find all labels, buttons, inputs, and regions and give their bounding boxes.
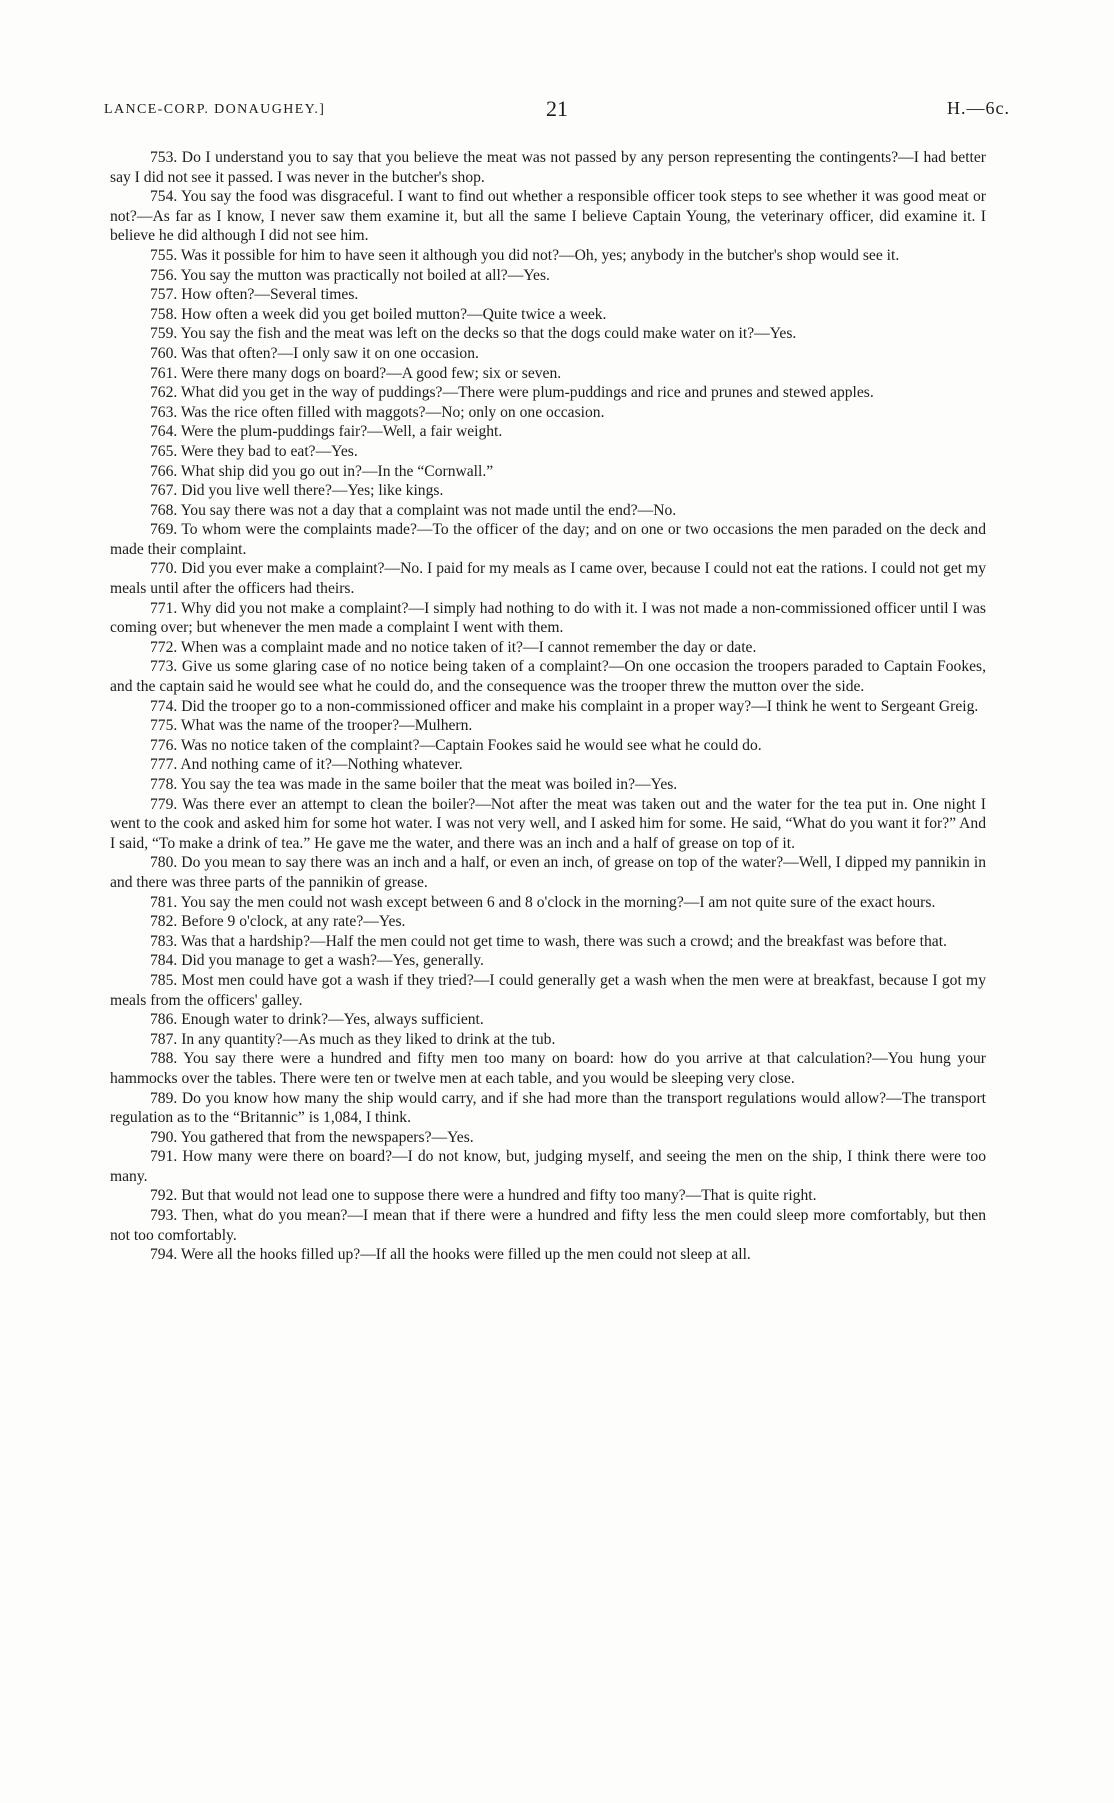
question-756: 756. You say the mutton was practically not boiled at all?—Yes. [150, 266, 550, 284]
question-762: 762. What did you get in the way of puddings?—There were plum-puddings and rice and prunes and stewed apples. [150, 384, 874, 402]
question-776: 776. Was no notice taken of the complaint?—Captain Fookes said he would see what he could do. [150, 736, 762, 754]
question-781: 781. You say the men could not wash except between 6 and 8 o'clock in the morning?—I am not quite sure of the exact hours. [150, 893, 936, 911]
question-768: 768. You say there was not a day that a complaint was not made until the end?—No. [150, 501, 677, 519]
question-775: 775. What was the name of the trooper?—Mulhern. [150, 717, 473, 735]
question-759: 759. You say the fish and the meat was left on the decks so that the dogs could make water on it?—Yes. [150, 325, 797, 343]
question-789: 789. Do you know how many the ship would carry, and if she had more than the transport regulations would allow?—The transport regulation as to the “Britannic” is 1,084, I think. [110, 1089, 986, 1127]
page-number: 21 [546, 96, 568, 121]
question-777: 777. And nothing came of it?—Nothing whatever. [150, 756, 463, 774]
question-763: 763. Was the rice often filled with maggots?—No; only on one occasion. [150, 403, 605, 421]
question-761: 761. Were there many dogs on board?—A good few; six or seven. [150, 364, 562, 382]
question-766: 766. What ship did you go out in?—In the “Cornwall.” [150, 462, 494, 480]
question-780: 780. Do you mean to say there was an inch and a half, or even an inch, of grease on top of the water?—Well, I dipped my pannikin in and there was three parts of the pannikin of grease. [110, 854, 986, 891]
question-764: 764. Were the plum-puddings fair?—Well, a fair weight. [150, 423, 503, 441]
question-772: 772. When was a complaint made and no notice taken of it?—I cannot remember the day or date. [150, 638, 757, 656]
paper-reference: H.—6c. [947, 98, 1010, 118]
question-773: 773. Give us some glaring case of no notice being taken of a complaint?—On one occasion the troopers paraded to Captain Fookes, and the captain said he would see what he could do, and the consequence was the trooper threw the mutton over the side. [110, 658, 986, 696]
question-786: 786. Enough water to drink?—Yes, always sufficient. [150, 1011, 484, 1029]
question-794: 794. Were all the hooks filled up?—If all the hooks were filled up the men could not sleep at all. [150, 1246, 751, 1264]
question-774: 774. Did the trooper go to a non-commissioned officer and make his complaint in a proper way?—I think he went to Sergeant Greig. [150, 697, 979, 715]
question-791: 791. How many were there on board?—I do not know, but, judging myself, and seeing the men on the ship, I think there were too many. [110, 1148, 986, 1185]
question-783: 783. Was that a hardship?—Half the men could not get time to wash, there was such a crowd; and the breakfast was before that. [150, 932, 947, 950]
question-790: 790. You gathered that from the newspapers?—Yes. [150, 1128, 474, 1146]
question-784: 784. Did you manage to get a wash?—Yes, generally. [150, 952, 484, 970]
question-785: 785. Most men could have got a wash if they tried?—I could generally get a wash when the men were at breakfast, because I got my meals from the officers' galley. [110, 971, 986, 1009]
testimony-body [110, 148, 986, 1265]
question-782: 782. Before 9 o'clock, at any rate?—Yes. [150, 913, 406, 931]
question-771: 771. Why did you not make a complaint?—I simply had nothing to do with it. I was not made a non-commissioned officer until I was coming over; but whenever the men made a complaint I went with them. [110, 599, 986, 637]
question-755: 755. Was it possible for him to have seen it although you did not?—Oh, yes; anybody in the butcher's shop would see it. [150, 246, 900, 264]
question-753: 753. Do I understand you to say that you believe the meat was not passed by any person representing the contingents?—I had better say I did not see it passed. I was never in the butcher's shop. [110, 149, 986, 186]
witness-name-header: LANCE-CORP. DONAUGHEY.] [104, 102, 326, 117]
question-769: 769. To whom were the complaints made?—To the officer of the day; and on one or two occasions the men paraded on the deck and made their complaint. [110, 521, 986, 558]
question-767: 767. Did you live well there?—Yes; like kings. [150, 482, 444, 500]
question-760: 760. Was that often?—I only saw it on one occasion. [150, 344, 479, 362]
question-792: 792. But that would not lead one to suppose there were a hundred and fifty too many?—That is quite right. [150, 1187, 817, 1205]
question-778: 778. You say the tea was made in the same boiler that the meat was boiled in?—Yes. [150, 776, 678, 793]
question-788: 788. You say there were a hundred and fifty men too many on board: how do you arrive at that calculation?—You hung your hammocks over the tables. There were ten or twelve men at each table, and you would be sleeping very close. [110, 1050, 986, 1087]
question-770: 770. Did you ever make a complaint?—No. I paid for my meals as I came over, because I could not eat the rations. I could not get my meals until after the officers had theirs. [110, 560, 986, 598]
question-754: 754. You say the food was disgraceful. I want to find out whether a responsible officer took steps to see whether it was good meat or not?—As far as I know, I never saw them examine it, but all the same I believe Captain Young, the veterinary officer, did examine it. I believe he did although I did not see him. [110, 188, 986, 245]
question-787: 787. In any quantity?—As much as they liked to drink at the tub. [150, 1030, 556, 1048]
page-header [104, 96, 1010, 126]
question-758: 758. How often a week did you get boiled mutton?—Quite twice a week. [150, 305, 607, 323]
question-757: 757. How often?—Several times. [150, 286, 359, 304]
question-779: 779. Was there ever an attempt to clean the boiler?—Not after the meat was taken out and the water for the tea put in. One night I went to the cook and asked him for some hot water. I was not very well, and I asked him for some. He said, “What do you want it for?” And I said, “To make a drink of tea.” He gave me the water, and there was an inch and a half of grease on top of it. [110, 795, 986, 852]
question-793: 793. Then, what do you mean?—I mean that if there were a hundred and fifty less the men could sleep more comfortably, but then not too comfortably. [110, 1207, 986, 1244]
question-765: 765. Were they bad to eat?—Yes. [150, 442, 358, 460]
